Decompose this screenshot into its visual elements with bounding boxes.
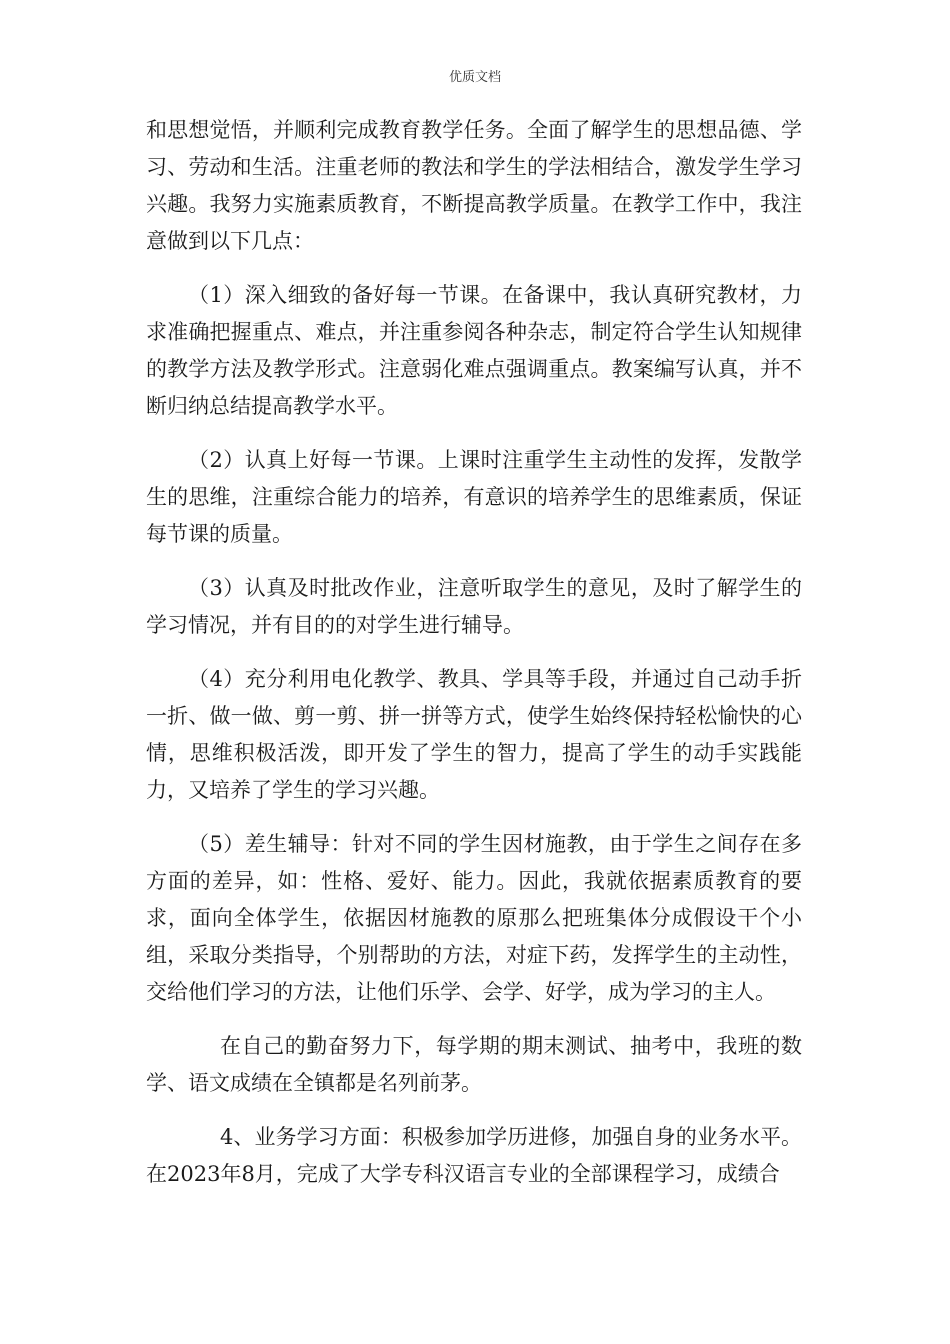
paragraph-item-3: （3）认真及时批改作业，注意听取学生的意见，及时了解学生的学习情况，并有目的的对学生进行辅导。: [146, 576, 802, 637]
paragraph-summary: 在自己的勤奋努力下，每学期的期末测试、抽考中，我班的数学、语文成绩在全镇都是名列前茅。: [146, 1034, 802, 1095]
paragraph-section-4: 4、业务学习方面：积极参加学历进修，加强自身的业务水平。在2023年8月，完成了大学专科汉语言专业的全部课程学习，成绩合: [146, 1125, 802, 1186]
paragraph-item-1: （1）深入细致的备好每一节课。在备课中，我认真研究教材，力求准确把握重点、难点，并注重参阅各种杂志，制定符合学生认知规律的教学方法及教学形式。注意弱化难点强调重点。教案编写认真，并不断归纳总结提高教学水平。: [146, 283, 802, 418]
paragraph-item-5: （5）差生辅导：针对不同的学生因材施教，由于学生之间存在多方面的差异，如：性格、爱好、能力。因此，我就依据素质教育的要求，面向全体学生，依据因材施教的原那么把班集体分成假设干个小组，采取分类指导，个别帮助的方法，对症下药，发挥学生的主动性，交给他们学习的方法，让他们乐学、会学、好学，成为学习的主人。: [146, 832, 802, 1004]
paragraph-item-2: （2）认真上好每一节课。上课时注重学生主动性的发挥，发散学生的思维，注重综合能力的培养，有意识的培养学生的思维素质，保证每节课的质量。: [146, 448, 802, 546]
document-body: [146, 112, 802, 1193]
paragraph-item-4: （4）充分利用电化教学、教具、学具等手段，并通过自己动手折一折、做一做、剪一剪、拼一拼等方式，使学生始终保持轻松愉快的心情，思维积极活泼，即开发了学生的智力，提高了学生的动手实践能力，又培养了学生的学习兴趣。: [146, 667, 802, 802]
page-header: 优质文档: [448, 70, 501, 85]
paragraph-intro: 和思想觉悟，并顺利完成教育教学任务。全面了解学生的思想品德、学习、劳动和生活。注重老师的教法和学生的学法相结合，激发学生学习兴趣。我努力实施素质教育，不断提高教学质量。在教学工作中，我注意做到以下几点：: [146, 118, 802, 253]
